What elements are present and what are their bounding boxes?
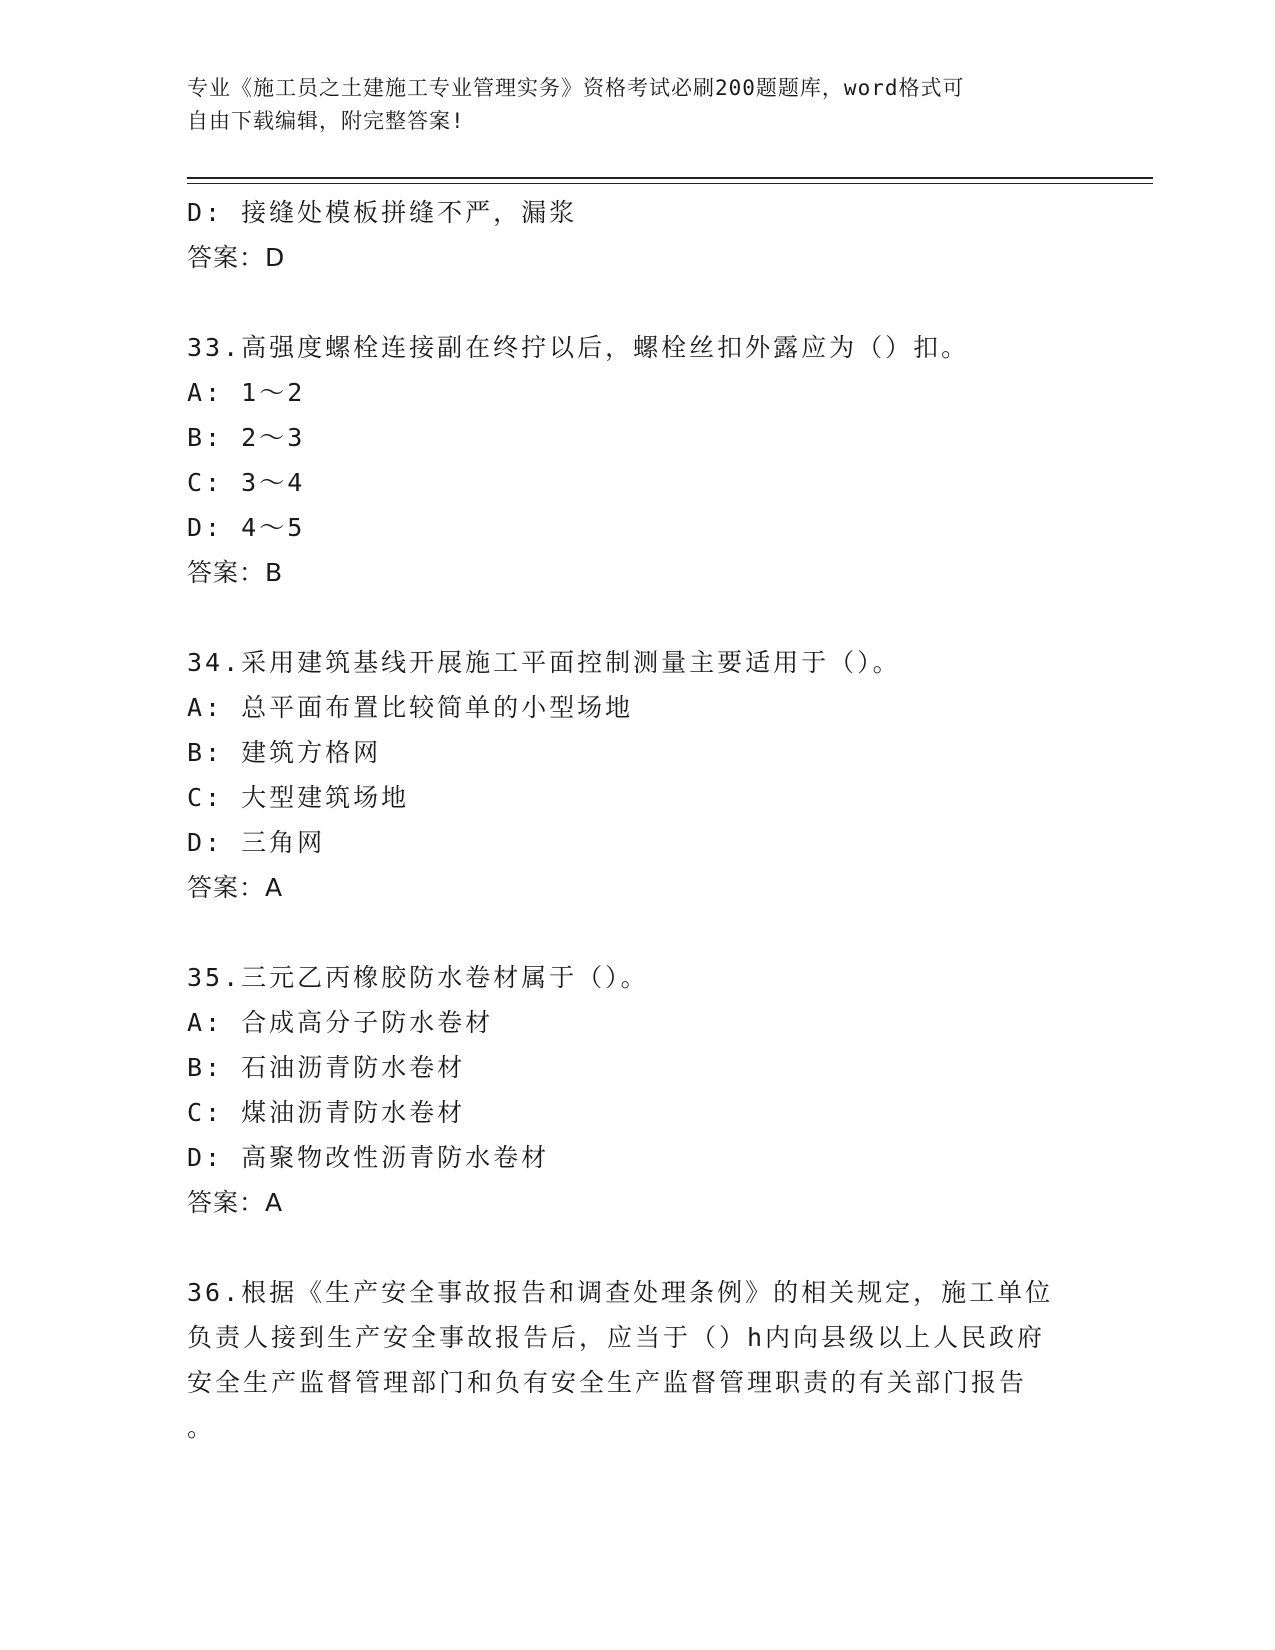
answer: 答案：A xyxy=(187,873,284,902)
question-stem-line-3: 安全生产监督管理部门和负有安全生产监督管理职责的有关部门报告 xyxy=(187,1368,1028,1397)
question-36 xyxy=(187,1270,1087,1450)
header-line-2: 自由下载编辑，附完整答案! xyxy=(187,109,465,133)
question-stem-line-2: 负责人接到生产安全事故报告后，应当于（）h内向县级以上人民政府 xyxy=(187,1323,1046,1352)
question-stem-line-1: 36.根据《生产安全事故报告和调查处理条例》的相关规定，施工单位 xyxy=(187,1278,1054,1307)
question-33 xyxy=(187,325,1087,595)
option-a: A: 总平面布置比较简单的小型场地 xyxy=(187,693,634,722)
option-d: D: 4～5 xyxy=(187,513,306,542)
question-stem: 33.高强度螺栓连接副在终拧以后，螺栓丝扣外露应为（）扣。 xyxy=(187,333,970,362)
option-a: A: 1～2 xyxy=(187,378,306,407)
option-b: B: 石油沥青防水卷材 xyxy=(187,1053,466,1082)
spacer xyxy=(187,595,1087,640)
question-34 xyxy=(187,640,1087,910)
option-b: B: 2～3 xyxy=(187,423,306,452)
answer: 答案：A xyxy=(187,1188,284,1217)
spacer xyxy=(187,280,1087,325)
page-header xyxy=(187,72,1087,138)
option-d: D: 高聚物改性沥青防水卷材 xyxy=(187,1143,550,1172)
spacer xyxy=(187,1225,1087,1270)
option-c: C: 煤油沥青防水卷材 xyxy=(187,1098,466,1127)
option-b: B: 建筑方格网 xyxy=(187,738,382,767)
question-stem: 35.三元乙丙橡胶防水卷材属于（）。 xyxy=(187,963,649,992)
option-d: D: 三角网 xyxy=(187,828,326,857)
option-c: C: 3～4 xyxy=(187,468,306,497)
answer: 答案：B xyxy=(187,558,284,587)
question-stem: 34.采用建筑基线开展施工平面控制测量主要适用于（）。 xyxy=(187,648,901,677)
question-35 xyxy=(187,955,1087,1225)
prev-answer: 答案：D xyxy=(187,243,286,272)
header-divider-thin xyxy=(187,183,1153,184)
header-line-1: 专业《施工员之土建施工专业管理实务》资格考试必刷200题题库，word格式可 xyxy=(187,76,965,100)
spacer xyxy=(187,910,1087,955)
option-c: C: 大型建筑场地 xyxy=(187,783,410,812)
option-a: A: 合成高分子防水卷材 xyxy=(187,1008,494,1037)
prev-option-d: D: 接缝处模板拼缝不严，漏浆 xyxy=(187,198,578,227)
header-divider-thick xyxy=(187,177,1153,179)
question-stem-line-4: 。 xyxy=(187,1413,216,1442)
question-list xyxy=(187,190,1087,1450)
